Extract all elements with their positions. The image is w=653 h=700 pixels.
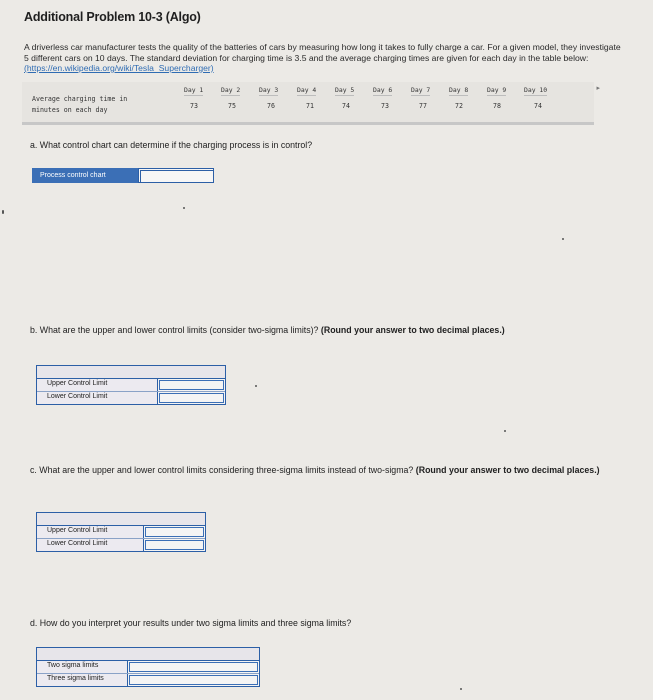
upper-control-limit-label: Upper Control Limit	[47, 380, 108, 387]
question-d: d. How do you interpret your results under two sigma limits and three sigma limits?	[30, 618, 352, 628]
table-cell-day-2: 75	[228, 102, 236, 110]
table-cell-day-8: 72	[455, 102, 463, 110]
table-header-day-1: Day 1	[184, 86, 204, 94]
two-sigma-limits-label: Two sigma limits	[47, 662, 99, 669]
table-cell-day-6: 73	[381, 102, 389, 110]
page-title: Additional Problem 10-3 (Algo)	[24, 10, 201, 24]
table-header-day-4: Day 4	[297, 86, 317, 94]
two-sigma-limits-input[interactable]	[127, 661, 259, 673]
process-control-chart-input[interactable]	[138, 168, 214, 183]
table-header	[37, 513, 205, 526]
upper-control-limit-input-b[interactable]	[157, 379, 225, 391]
lower-control-limit-label: Lower Control Limit	[47, 540, 108, 547]
question-c-text: c. What are the upper and lower control limits considering three-sigma limits instead of two-sigma?	[30, 465, 414, 475]
speck	[504, 430, 506, 432]
speck	[460, 688, 462, 690]
table-header	[37, 366, 225, 379]
three-sigma-limits-table	[36, 512, 206, 552]
process-control-chart-label: Process control chart	[32, 168, 138, 183]
question-b-note: (Round your answer to two decimal places.)	[320, 325, 505, 335]
upper-control-limit-label: Upper Control Limit	[47, 527, 108, 534]
three-sigma-limits-label: Three sigma limits	[47, 675, 104, 682]
question-c-note: (Round your answer to two decimal places.)	[415, 465, 600, 475]
question-c	[30, 465, 610, 476]
table-row	[37, 379, 225, 392]
intro-text: A driverless car manufacturer tests the quality of the batteries of cars by measuring how long it takes to fully charge a car. For a given model, they investigate 5 different cars on 10 days. The standard deviation for charging time is 3.5 and the average charging times are given for each day in the table below:	[24, 42, 621, 63]
table-header-day-7: Day 7	[411, 86, 431, 94]
table-header-day-10: Day 10	[524, 86, 548, 94]
scroll-right-icon[interactable]: ▸	[596, 85, 600, 92]
three-sigma-limits-input[interactable]	[127, 674, 259, 686]
two-sigma-limits-table	[36, 365, 226, 405]
speck	[562, 238, 564, 240]
speck	[2, 210, 4, 214]
problem-description	[24, 42, 624, 74]
table-cell-day-3: 76	[267, 102, 275, 110]
question-b-text: b. What are the upper and lower control limits (consider two-sigma limits)?	[30, 325, 319, 335]
table-cell-day-7: 77	[419, 102, 427, 110]
row-label-line1: Average charging time in	[32, 95, 128, 103]
charging-time-table	[22, 82, 600, 125]
row-label-line2: minutes on each day	[32, 106, 108, 114]
upper-control-limit-input-c[interactable]	[143, 526, 205, 538]
speck	[255, 385, 257, 387]
table-cell-day-10: 74	[534, 102, 542, 110]
table-cell-day-4: 71	[306, 102, 314, 110]
interpretation-table	[36, 647, 260, 687]
table-header-day-6: Day 6	[373, 86, 393, 94]
table-row	[37, 674, 259, 686]
table-row	[37, 526, 205, 539]
question-a: a. What control chart can determine if the charging process is in control?	[30, 140, 313, 150]
table-header-day-5: Day 5	[335, 86, 355, 94]
lower-control-limit-label: Lower Control Limit	[47, 393, 108, 400]
lower-control-limit-input-c[interactable]	[143, 539, 205, 551]
table-row	[37, 392, 225, 404]
table-header-day-2: Day 2	[221, 86, 241, 94]
table-header-day-3: Day 3	[259, 86, 279, 94]
table-header-day-9: Day 9	[487, 86, 507, 94]
table-row	[37, 661, 259, 674]
table-cell-day-9: 78	[493, 102, 501, 110]
table-row-label	[32, 94, 127, 116]
question-b	[30, 325, 630, 336]
table-header-day-8: Day 8	[449, 86, 469, 94]
lower-control-limit-input-b[interactable]	[157, 392, 225, 404]
table-cell-day-5: 74	[342, 102, 350, 110]
table-cell-day-1: 73	[190, 102, 198, 110]
tesla-link[interactable]: (https://en.wikipedia.org/wiki/Tesla_Supercharger)	[24, 63, 214, 73]
table-row	[37, 539, 205, 551]
speck	[183, 207, 185, 209]
table-header	[37, 648, 259, 661]
